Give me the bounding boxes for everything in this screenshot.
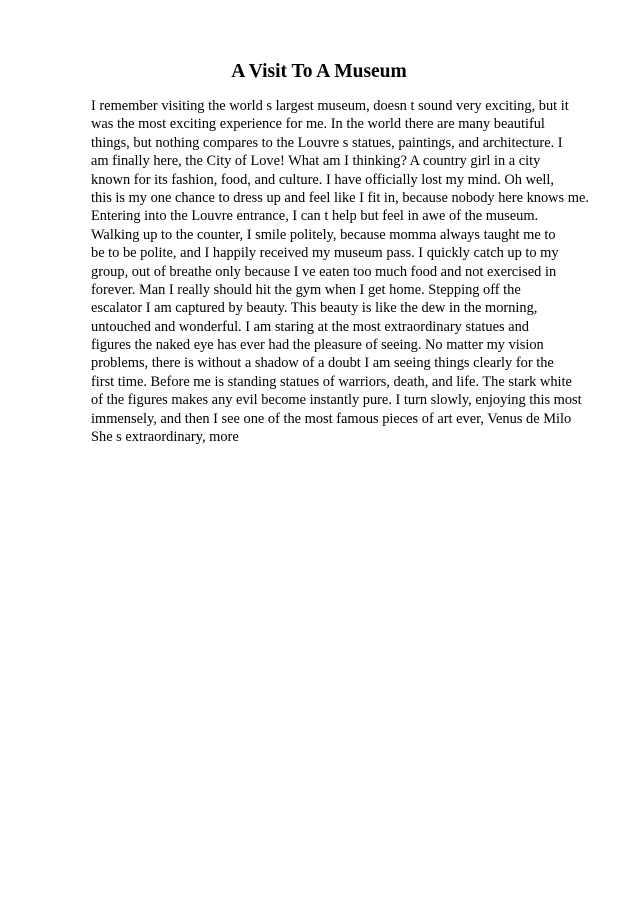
body-line: be to be polite, and I happily received my museum pass. I quickly catch up to my [91, 245, 559, 262]
body-line: first time. Before me is standing statues of warriors, death, and life. The stark white [91, 373, 572, 390]
body-line: problems, there is without a shadow of a doubt I am seeing things clearly for the [91, 355, 554, 372]
document-body [91, 97, 631, 446]
body-line: of the figures makes any evil become instantly pure. I turn slowly, enjoying this most [91, 392, 582, 409]
body-line: things, but nothing compares to the Louvre s statues, paintings, and architecture. I [91, 134, 563, 151]
body-line: She s extraordinary, more [91, 429, 239, 446]
body-line: known for its fashion, food, and culture. I have officially lost my mind. Oh well, [91, 171, 554, 188]
body-line: figures the naked eye has ever had the pleasure of seeing. No matter my vision [91, 337, 544, 354]
body-line: group, out of breathe only because I ve eaten too much food and not exercised in [91, 263, 557, 280]
document-title: A Visit To A Museum [231, 61, 407, 82]
body-line: untouched and wonderful. I am staring at the most extraordinary statues and [91, 318, 529, 335]
body-line: Entering into the Louvre entrance, I can t help but feel in awe of the museum. [91, 208, 539, 225]
body-line: this is my one chance to dress up and feel like I fit in, because nobody here knows me. [91, 189, 589, 206]
body-line: am finally here, the City of Love! What am I thinking? A country girl in a city [91, 153, 541, 170]
body-line: forever. Man I really should hit the gym when I get home. Stepping off the [91, 281, 521, 298]
body-line: I remember visiting the world s largest museum, doesn t sound very exciting, but it [91, 98, 569, 114]
body-line: escalator I am captured by beauty. This beauty is like the dew in the morning, [91, 300, 538, 317]
body-line: Walking up to the counter, I smile politely, because momma always taught me to [91, 226, 556, 243]
body-line: immensely, and then I see one of the most famous pieces of art ever, Venus de Milo [91, 410, 572, 427]
body-line: was the most exciting experience for me. In the world there are many beautiful [91, 116, 545, 133]
